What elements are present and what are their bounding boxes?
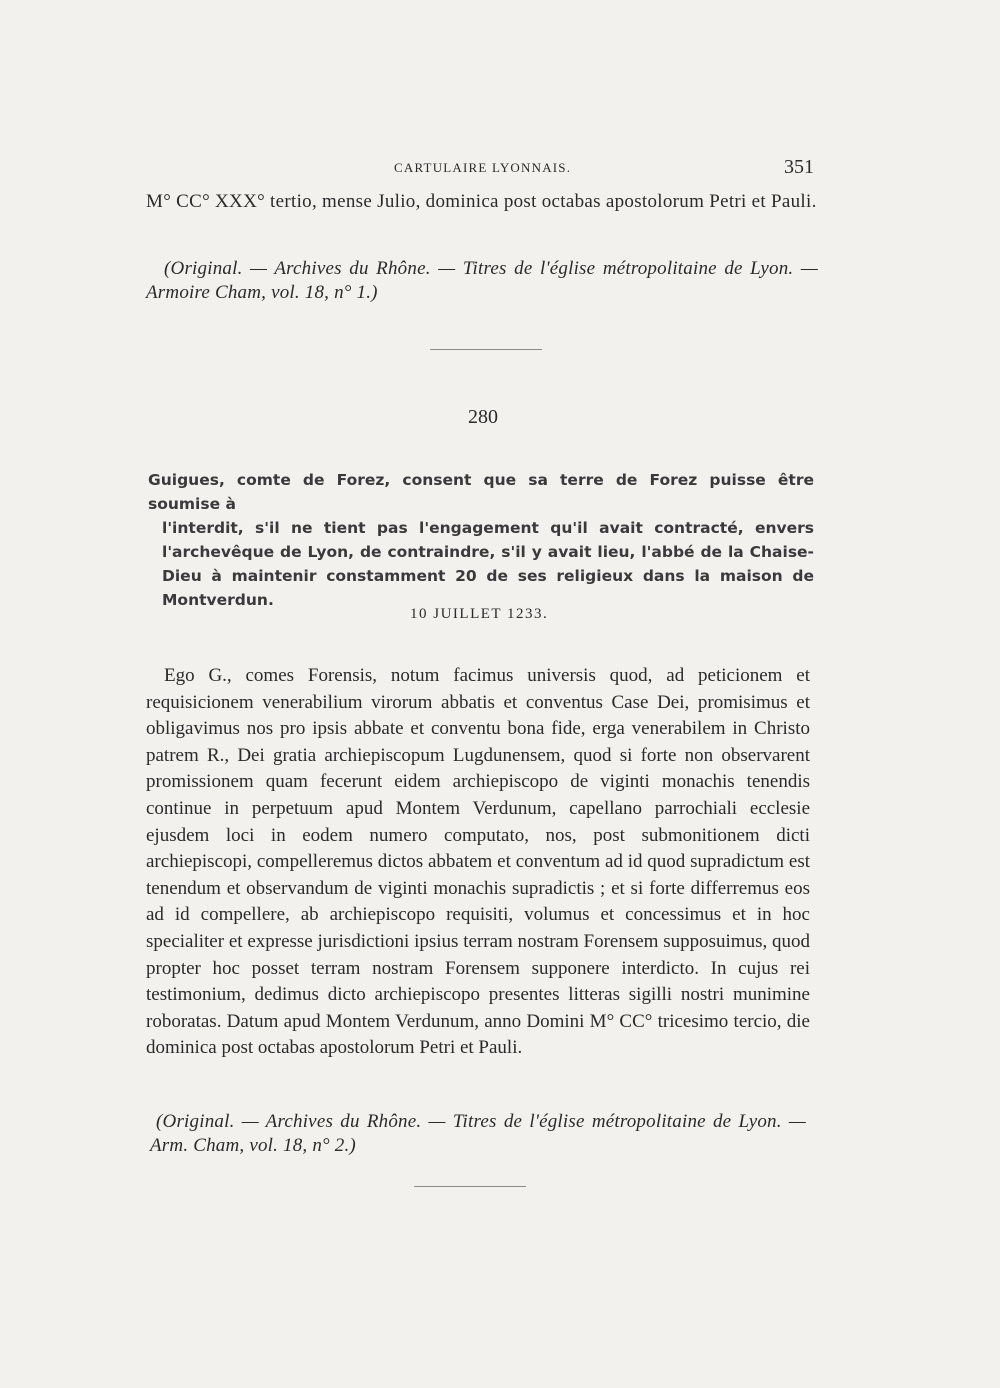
- charter-text: Ego G., comes Forensis, notum facimus universis quod, ad peticionem et requisicionem venerabilium virorum abbatis et conventus Case Dei, promisimus et obligavimus nos pro ipsis abbate et conventu bona fide, erga venerabilem in Christo patrem R., Dei gratia archiepiscopum Lugdunensem, quod si forte non observarent promissionem quam fecerunt eidem archiepiscopo de viginti monachis tenendis continue in perpetuum apud Montem Verdunum, capellano parrochiali ecclesie ejusdem loci in eodem numero computato, nos, post submonitionem dicti archiepiscopi, compelleremus dictos abbatem et conventum ad id quod supradictum est tenendum et observandum de viginti monachis supradictis ; et si forte differremus eos ad id compellere, ab archiepiscopo requisiti, volumus et concessimus et in hoc specialiter et expresse jurisdictioni ipsius terram nostram Forensem supposuimus, quod propter hoc posset terram nostram Forensem supponere interdicto. In cujus rei testimonium, dedimus dicto archiepiscopo presentes litteras sigilli nostri munimine roboratas. Datum apud Montem Verdunum, anno Domini M° CC° tricesimo tercio, die dominica post octabas apostolorum Petri et Pauli.: [146, 665, 810, 1059]
- previous-charter-source: (Original. — Archives du Rhône. — Titres de l'église métropolitaine de Lyon. — Armoire Cham, vol. 18, n° 1.): [146, 258, 818, 303]
- charter-summary-first-line: Guigues, comte de Forez, consent que sa terre de Forez puisse être soumise à: [148, 471, 814, 513]
- charter-summary: [148, 468, 814, 612]
- charter-date: 10 JUILLET 1233.: [410, 606, 549, 622]
- charter-summary-rest: l'interdit, s'il ne tient pas l'engagement qu'il avait contracté, envers l'archevêque de Lyon, de contraindre, s'il y avait lieu, l'abbé de la Chaise-Dieu à maintenir constamment 20 de ses religieux dans la maison de Montverdun.: [162, 519, 814, 609]
- section-divider: [430, 349, 542, 350]
- page-number: 351: [784, 156, 814, 178]
- running-head: CARTULAIRE LYONNAIS.: [394, 160, 572, 175]
- end-divider: [414, 1186, 526, 1187]
- charter-number: 280: [468, 406, 498, 428]
- charter-source: (Original. — Archives du Rhône. — Titres de l'église métropolitaine de Lyon. — Arm. Cham, vol. 18, n° 2.): [150, 1111, 806, 1156]
- previous-charter-text: M° CC° XXX° tertio, mense Julio, dominica post octabas apostolorum Petri et Pauli.: [146, 191, 817, 212]
